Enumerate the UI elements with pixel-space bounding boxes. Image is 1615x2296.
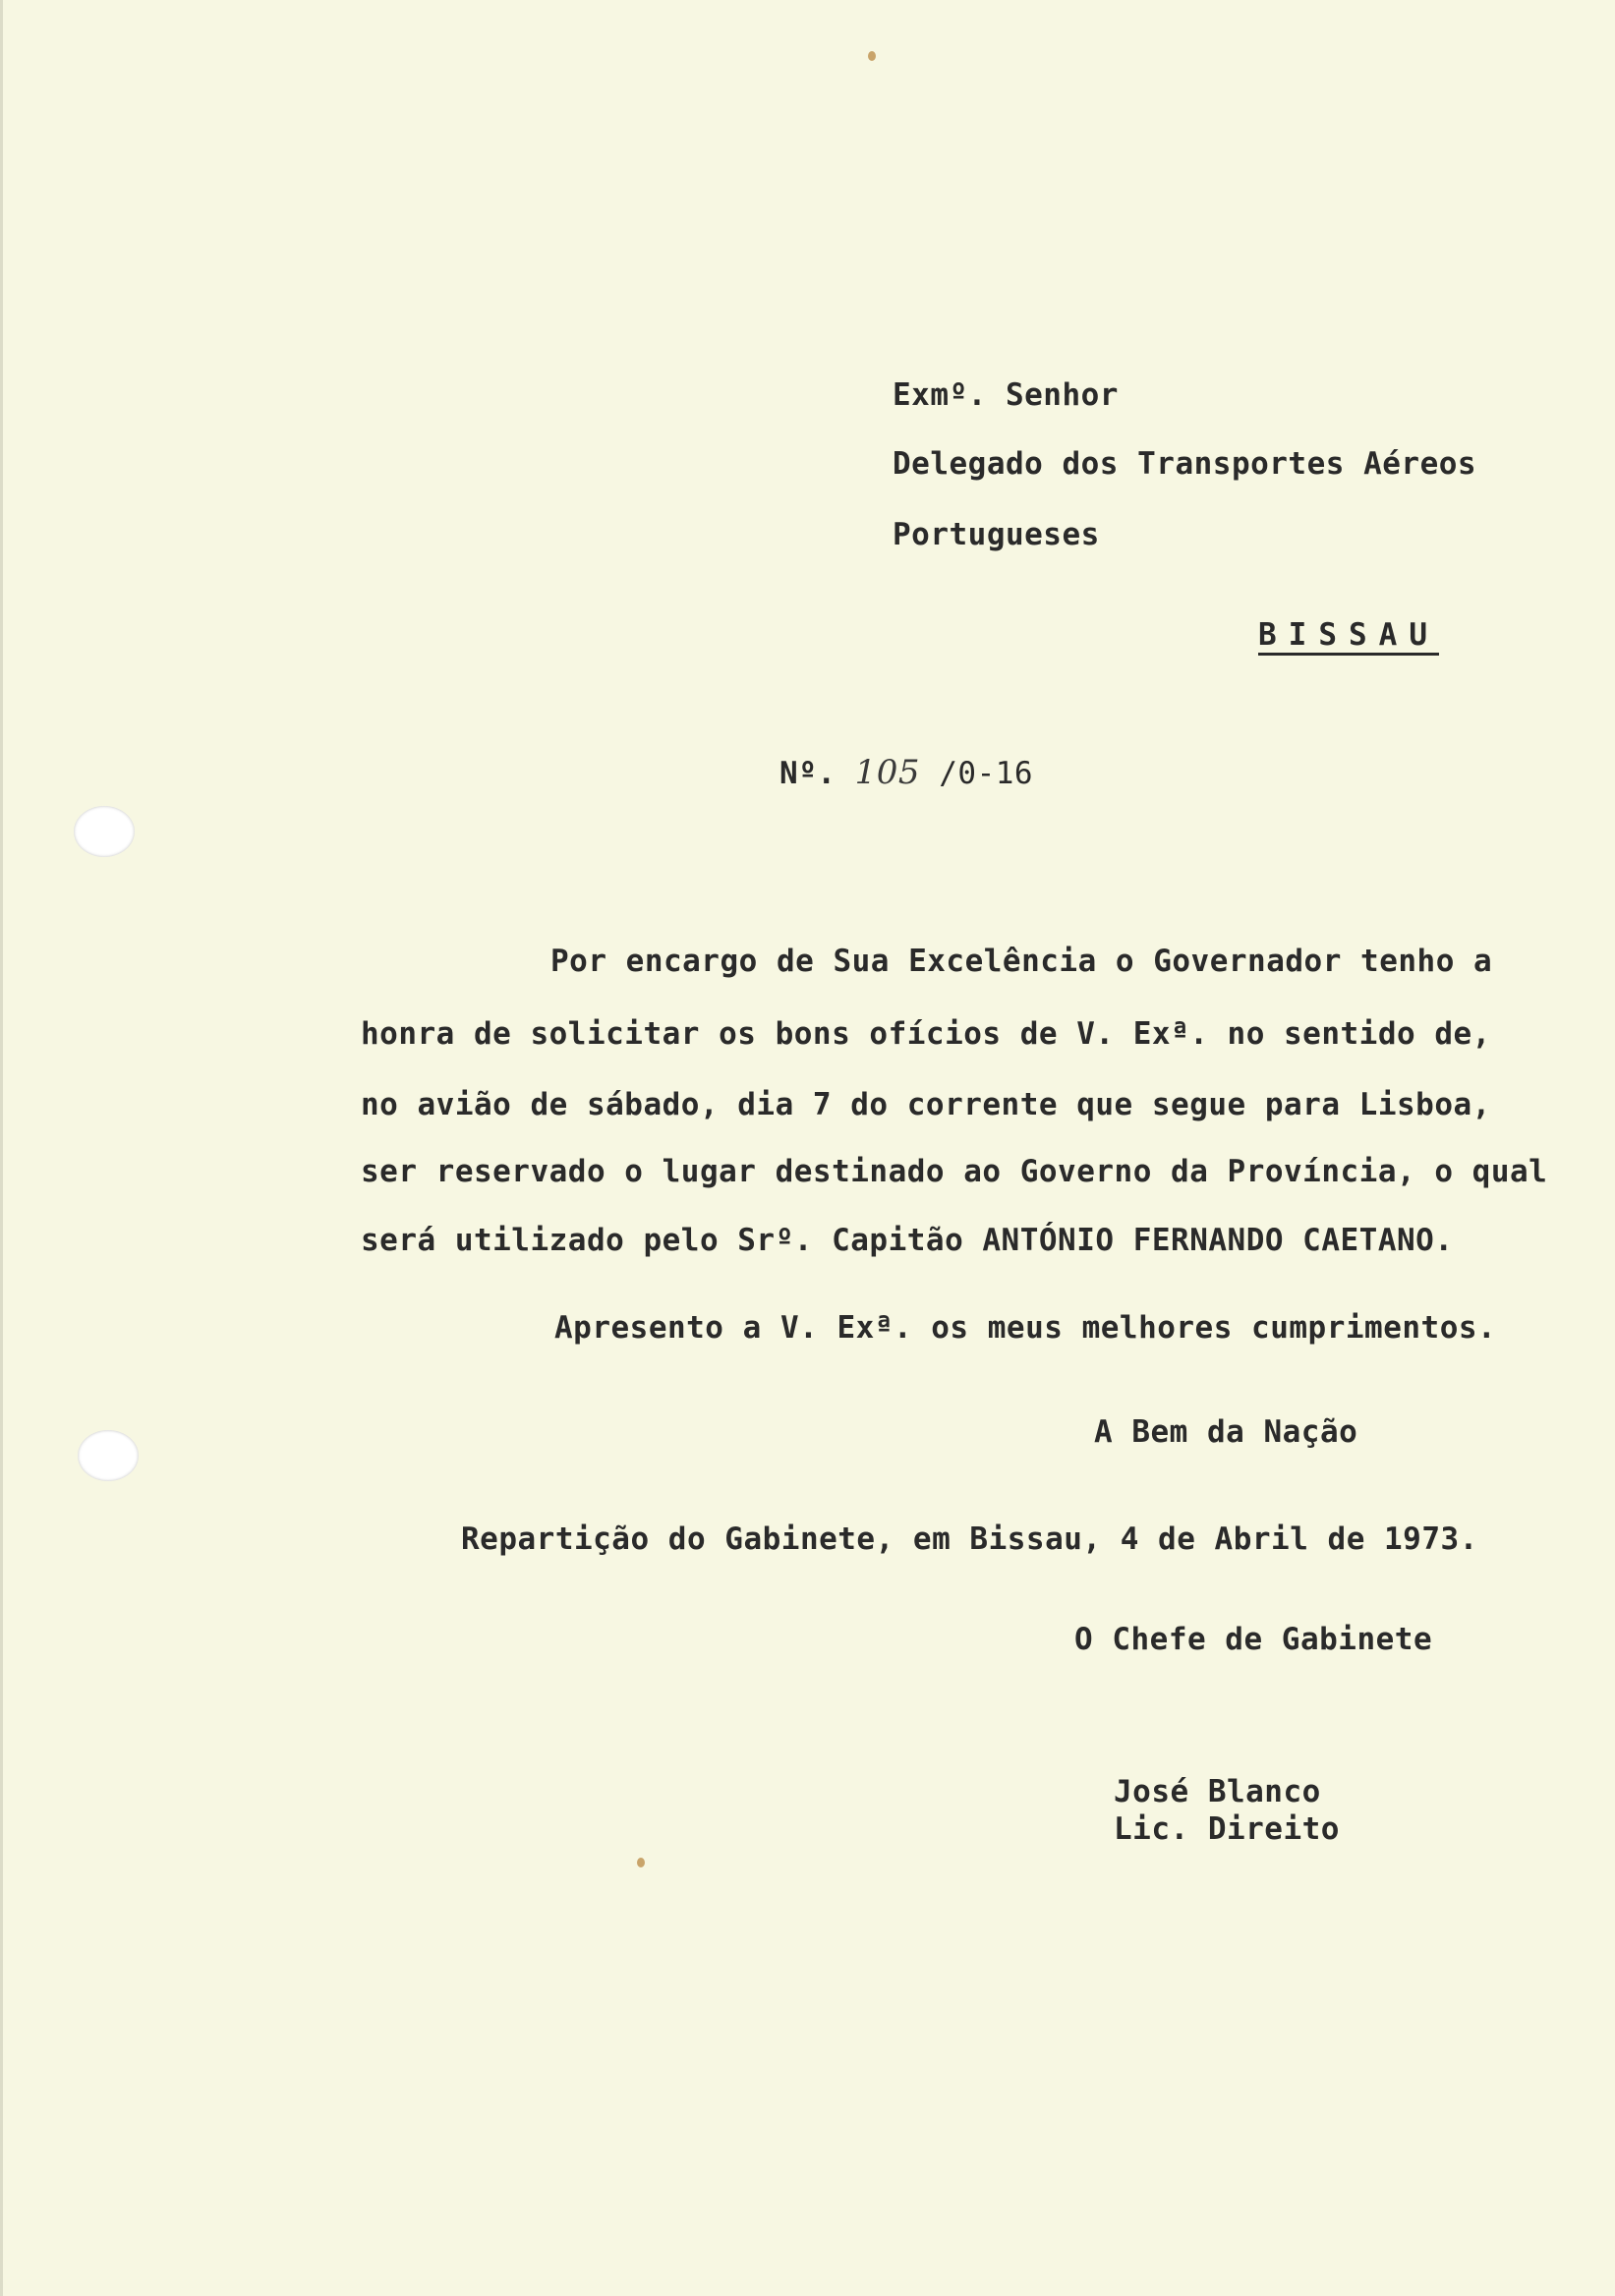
body-line: honra de solicitar os bons ofícios de V. Exª. no sentido de, — [361, 1016, 1491, 1052]
body-line: Por encargo de Sua Excelência o Governador tenho a — [550, 944, 1493, 979]
address-line-1: Delegado dos Transportes Aéreos — [893, 446, 1477, 482]
signature-name: José Blanco — [1114, 1774, 1321, 1809]
address-city: BISSAU — [1258, 617, 1439, 653]
closing-title: O Chefe de Gabinete — [1074, 1622, 1433, 1657]
punch-hole-bottom — [78, 1430, 139, 1481]
paper-stain — [868, 51, 876, 61]
reference-prefix: Nº. — [779, 756, 836, 791]
reference-handwritten-number: 105 — [854, 753, 921, 792]
paper-stain — [637, 1858, 645, 1867]
body-line: no avião de sábado, dia 7 do corrente que segue para Lisboa, — [361, 1087, 1491, 1122]
reference-suffix: /0-16 — [939, 756, 1034, 791]
closing-place-date: Repartição do Gabinete, em Bissau, 4 de Abril de 1973. — [461, 1521, 1478, 1557]
body-line: será utilizado pelo Srº. Capitão ANTÓNIO FERNANDO CAETANO. — [361, 1223, 1454, 1258]
body-line: ser reservado o lugar destinado ao Governo da Província, o qual — [361, 1154, 1548, 1189]
address-line-2: Portugueses — [893, 517, 1100, 552]
address-salutation: Exmº. Senhor — [893, 377, 1119, 413]
signature-qualification: Lic. Direito — [1114, 1811, 1340, 1847]
closing-motto: A Bem da Nação — [1094, 1414, 1358, 1450]
punch-hole-top — [74, 806, 135, 857]
reference-number — [779, 753, 1033, 792]
body-greeting: Apresento a V. Exª. os meus melhores cumprimentos. — [554, 1310, 1497, 1346]
